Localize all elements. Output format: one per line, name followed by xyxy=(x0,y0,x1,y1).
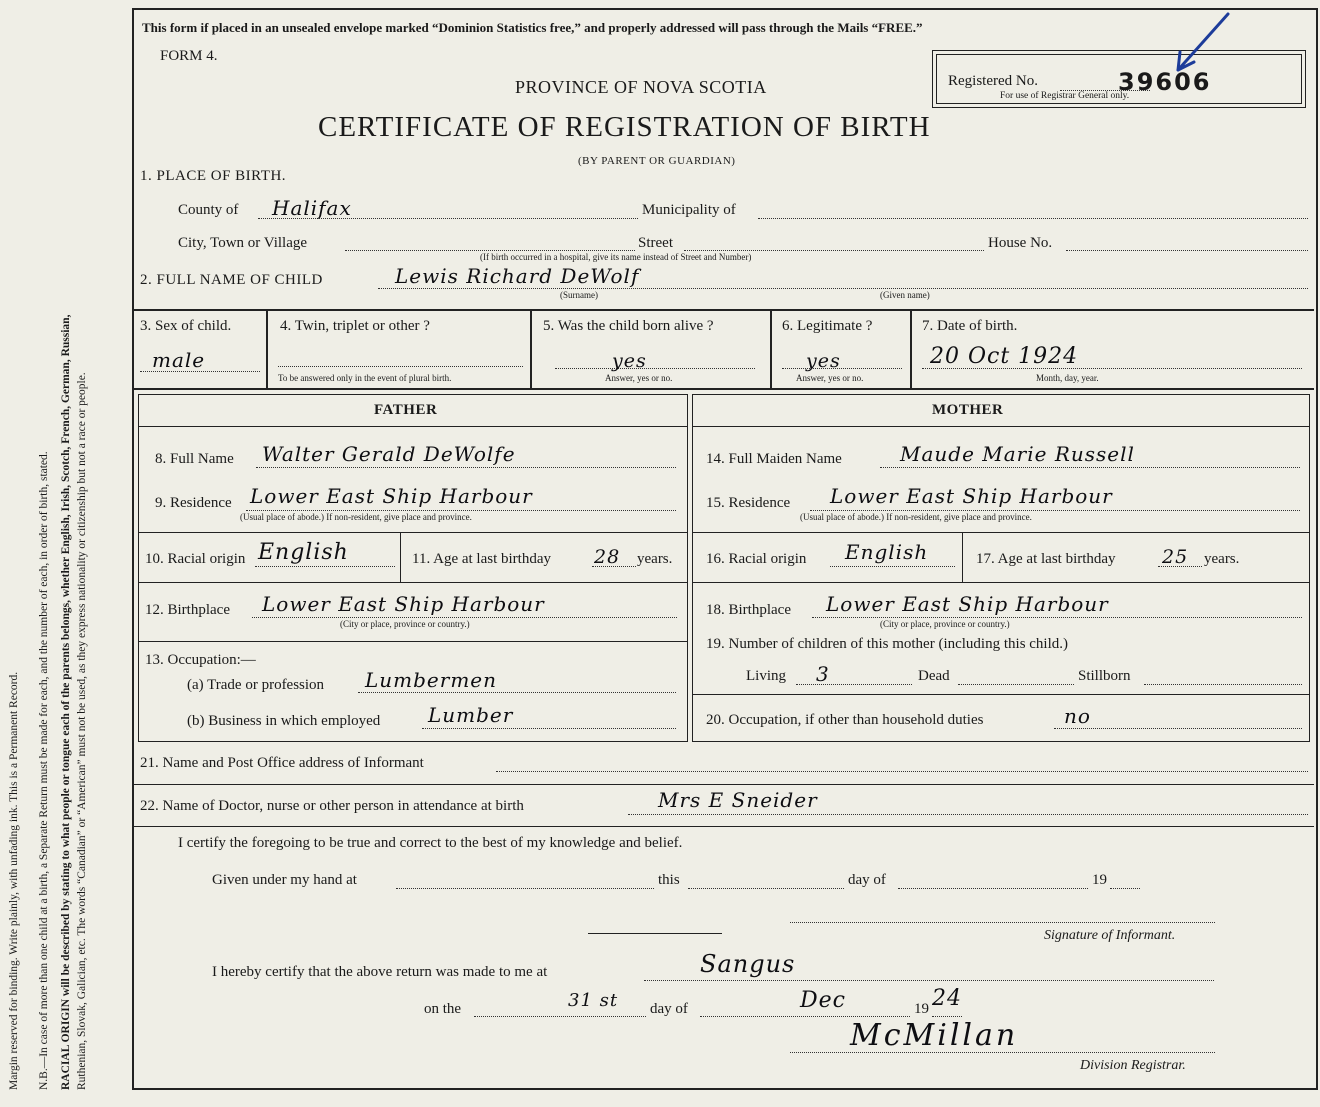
dob-note: Month, day, year. xyxy=(1036,373,1099,383)
father-residence-label: 9. Residence xyxy=(155,495,232,511)
mother-occupation-value: no xyxy=(1064,704,1091,728)
registrar-day-of-label: day of xyxy=(650,1001,688,1017)
mother-birthplace-note: (City or place, province or country.) xyxy=(880,619,1010,629)
registered-number: 39606 xyxy=(1118,68,1212,96)
doctor-value: Mrs E Sneider xyxy=(658,788,818,812)
father-trade-label: (a) Trade or profession xyxy=(187,677,325,693)
mother-heading: MOTHER xyxy=(932,402,1004,418)
division-registrar-caption: Division Registrar. xyxy=(1080,1058,1186,1073)
top-notice: This form if placed in an unsealed envelope marked “Dominion Statistics free,” and properly addressed will pass through the Mails “FREE.” xyxy=(142,20,923,35)
father-name-value: Walter Gerald DeWolfe xyxy=(262,442,516,466)
registrar-day-value: 31 st xyxy=(568,990,619,1011)
informant-signature-caption: Signature of Informant. xyxy=(1044,928,1176,943)
father-name-label: 8. Full Name xyxy=(155,451,234,467)
given-name-note: (Given name) xyxy=(880,290,930,300)
father-residence-note: (Usual place of abode.) If non-resident, give place and province. xyxy=(240,512,472,522)
mother-age-unit: years. xyxy=(1204,551,1240,567)
doctor-label: 22. Name of Doctor, nurse or other person in attendance at birth xyxy=(140,798,524,814)
mother-birthplace-label: 18. Birthplace xyxy=(706,602,791,618)
informant-label: 21. Name and Post Office address of Informant xyxy=(140,755,424,771)
registrar-signature: McMillan xyxy=(850,1018,1019,1053)
margin-note-1: Margin reserved for binding. Write plainly, with unfading ink. This is a Permanent Record. xyxy=(8,671,20,1090)
child-name-value: Lewis Richard DeWolf xyxy=(395,264,640,288)
margin-instructions xyxy=(6,0,90,1090)
child-name-label: 2. FULL NAME OF CHILD xyxy=(140,272,323,288)
on-the-label: on the xyxy=(424,1001,462,1017)
mother-name-label: 14. Full Maiden Name xyxy=(706,451,842,467)
form-number: FORM 4. xyxy=(160,48,218,64)
father-residence-value: Lower East Ship Harbour xyxy=(250,484,533,508)
mother-age-value: 25 xyxy=(1162,546,1189,568)
father-occupation-label: 13. Occupation:— xyxy=(145,652,256,668)
year-prefix: 19 xyxy=(1092,872,1107,888)
father-age-label: 11. Age at last birthday xyxy=(412,551,551,567)
margin-note-4: Ruthenian, Slovak, Galician, etc. The words “Canadian” or “American” must not be used, as they express nationality or citizenship but not a race or people. xyxy=(76,372,88,1090)
sex-label: 3. Sex of child. xyxy=(140,318,232,334)
father-birthplace-value: Lower East Ship Harbour xyxy=(262,592,545,616)
registrar-certify-text: I hereby certify that the above return was made to me at xyxy=(212,964,548,980)
mother-occupation-label: 20. Occupation, if other than household duties xyxy=(706,712,984,728)
registrar-year-value: 24 xyxy=(932,986,962,1011)
mother-children-label: 19. Number of children of this mother (including this child.) xyxy=(706,636,1069,652)
street-label: Street xyxy=(638,235,673,251)
day-of-label: day of xyxy=(848,872,886,888)
legitimate-label: 6. Legitimate ? xyxy=(782,318,873,334)
mother-residence-value: Lower East Ship Harbour xyxy=(830,484,1113,508)
municipality-label: Municipality of xyxy=(642,202,736,218)
certificate-subtitle: (BY PARENT OR GUARDIAN) xyxy=(578,155,736,167)
checkmark-arrow-icon xyxy=(1150,10,1240,80)
province-heading: PROVINCE OF NOVA SCOTIA xyxy=(515,77,767,97)
born-alive-label: 5. Was the child born alive ? xyxy=(543,318,714,334)
father-birthplace-label: 12. Birthplace xyxy=(145,602,230,618)
hospital-note: (If birth occurred in a hospital, give its name instead of Street and Number) xyxy=(480,252,752,262)
place-heading: 1. PLACE OF BIRTH. xyxy=(140,168,287,184)
mother-name-value: Maude Marie Russell xyxy=(900,442,1135,466)
twin-label: 4. Twin, triplet or other ? xyxy=(280,318,430,334)
mother-race-label: 16. Racial origin xyxy=(706,551,807,567)
father-race-value: English xyxy=(258,540,349,565)
born-alive-note: Answer, yes or no. xyxy=(605,373,673,383)
father-trade-value: Lumbermen xyxy=(365,668,498,692)
living-value: 3 xyxy=(816,662,830,686)
county-label: County of xyxy=(178,202,239,218)
margin-note-3: RACIAL ORIGIN will be described by stating to what people or tongue each of the parents belongs, whether English, Irish, Scotch, French, German, Russian, xyxy=(60,314,72,1090)
stillborn-label: Stillborn xyxy=(1078,668,1131,684)
this-label: this xyxy=(658,872,680,888)
county-value: Halifax xyxy=(272,196,352,220)
twin-note: To be answered only in the event of plural birth. xyxy=(278,373,452,383)
living-label: Living xyxy=(746,668,786,684)
registrar-month-value: Dec xyxy=(800,988,846,1013)
father-age-unit: years. xyxy=(637,551,673,567)
mother-race-value: English xyxy=(845,540,929,564)
born-alive-value: yes xyxy=(612,350,647,372)
mother-residence-note: (Usual place of abode.) If non-resident, give place and province. xyxy=(800,512,1032,522)
house-label: House No. xyxy=(988,235,1053,251)
certificate-title: CERTIFICATE OF REGISTRATION OF BIRTH xyxy=(318,111,931,143)
registered-note: For use of Registrar General only. xyxy=(1000,91,1130,101)
city-label: City, Town or Village xyxy=(178,235,308,251)
registered-label: Registered No. xyxy=(948,73,1038,89)
registrar-year-prefix: 19 xyxy=(914,1001,929,1017)
father-heading: FATHER xyxy=(374,402,438,418)
given-at-label: Given under my hand at xyxy=(212,872,357,888)
father-business-value: Lumber xyxy=(428,703,514,727)
father-business-label: (b) Business in which employed xyxy=(187,713,381,729)
legitimate-note: Answer, yes or no. xyxy=(796,373,864,383)
father-birthplace-note: (City or place, province or country.) xyxy=(340,619,470,629)
certify-text: I certify the foregoing to be true and correct to the best of my knowledge and belief. xyxy=(178,835,683,851)
dob-value: 20 Oct 1924 xyxy=(930,344,1079,369)
mother-residence-label: 15. Residence xyxy=(706,495,791,511)
dead-label: Dead xyxy=(918,668,950,684)
mother-birthplace-value: Lower East Ship Harbour xyxy=(826,592,1109,616)
registrar-place-value: Sangus xyxy=(700,950,796,978)
father-age-value: 28 xyxy=(594,546,621,568)
dob-label: 7. Date of birth. xyxy=(922,318,1018,334)
mother-age-label: 17. Age at last birthday xyxy=(976,551,1116,567)
sex-value: male xyxy=(152,348,206,372)
margin-note-2: N.B.—In case of more than one child at a birth, a Separate Return must be made for each, and the number of each, in order of birth, stated. xyxy=(38,451,50,1090)
father-race-label: 10. Racial origin xyxy=(145,551,246,567)
legitimate-value: yes xyxy=(806,350,841,372)
surname-note: (Surname) xyxy=(560,290,598,300)
